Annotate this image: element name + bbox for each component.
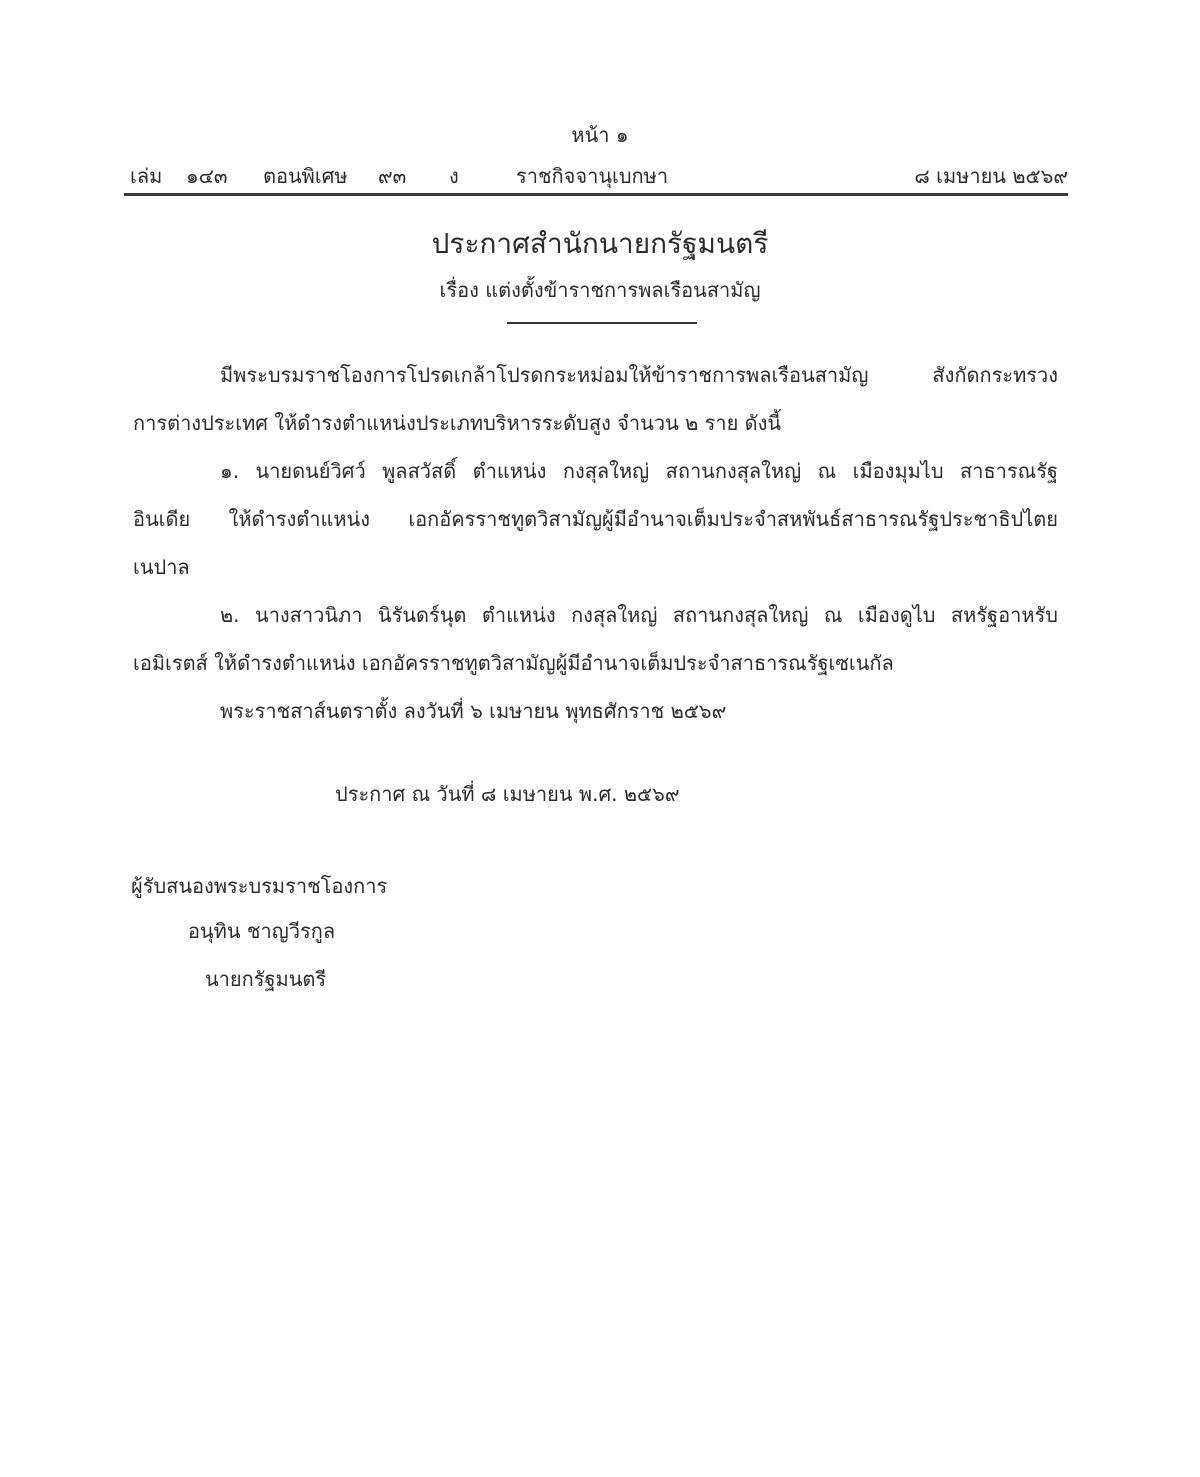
text-token: กงสุลใหญ่: [571, 603, 658, 627]
text-token: อินเดีย: [133, 507, 191, 531]
signer-name: อนุทิน ชาญวีรกูล: [188, 919, 336, 943]
text-token: ให้ดำรงตำแหน่ง: [228, 507, 370, 531]
text-token: เอกอัครราชทูตวิสามัญผู้มีอำนาจเต็มประจำสหพันธ์สาธารณรัฐประชาธิปไตย: [408, 507, 1058, 531]
volume-label: เล่ม: [130, 164, 163, 188]
item-number: ๒.: [220, 603, 240, 627]
document-title: ประกาศสำนักนายกรัฐมนตรี: [431, 227, 769, 260]
text-token: กงสุลใหญ่: [562, 459, 650, 483]
item-number: ๑.: [220, 459, 240, 483]
intro-paragraph: [133, 351, 1058, 447]
text-token: สหรัฐอาหรับ: [950, 603, 1058, 627]
gazette-name: ราชกิจจานุเบกษา: [516, 164, 669, 188]
text-token: เมืองดูไบ: [857, 603, 936, 627]
header-divider: [124, 193, 1068, 196]
section-number: ๙๓: [378, 164, 407, 188]
appointment-1-line-2: [133, 495, 1058, 543]
page-number: หน้า ๑: [571, 123, 629, 147]
intro-line-2: การต่างประเทศ ให้ดำรงตำแหน่งประเภทบริหารระดับสูง จำนวน ๒ ราย ดังนี้: [133, 411, 782, 435]
appointment-1-line-1: [133, 447, 1058, 495]
appointee-surname: พูลสวัสดิ์: [382, 459, 457, 483]
text-token: สาธารณรัฐ: [960, 459, 1058, 483]
text-token: ตำแหน่ง: [481, 603, 556, 627]
appointment-2-line-1: [133, 591, 1058, 639]
gazette-date: ๘ เมษายน ๒๕๖๙: [914, 164, 1068, 188]
text-token: ณ: [823, 603, 843, 627]
text-token: ตำแหน่ง: [472, 459, 547, 483]
title-divider: [507, 322, 697, 324]
royal-seal-paragraph: [133, 687, 1058, 735]
text-token: สถานกงสุลใหญ่: [665, 459, 802, 483]
text-token: สถานกงสุลใหญ่: [672, 603, 809, 627]
signer-position: นายกรัฐมนตรี: [205, 967, 327, 991]
volume-number: ๑๔๓: [186, 164, 228, 188]
countersign-label: ผู้รับสนองพระบรมราชโองการ: [131, 874, 388, 898]
royal-seal-line: พระราชสาส์นตราตั้ง ลงวันที่ ๖ เมษายน พุทธศักราช ๒๕๖๙: [220, 699, 727, 723]
appointment-item-2: [133, 591, 1058, 687]
section-label: ตอนพิเศษ: [263, 164, 348, 188]
announcement-date: ประกาศ ณ วันที่ ๘ เมษายน พ.ศ. ๒๕๖๙: [335, 782, 680, 806]
appointee-surname: นิรันดร์นุต: [377, 603, 467, 627]
appointment-1-line-3: เนปาล: [133, 555, 190, 579]
text-token: ณ: [817, 459, 837, 483]
appointment-2-line-2: เอมิเรตส์ ให้ดำรงตำแหน่ง เอกอัครราชทูตวิสามัญผู้มีอำนาจเต็มประจำสาธารณรัฐเซเนกัล: [133, 651, 894, 675]
intro-line-1: [133, 351, 1058, 399]
intro-text: สังกัดกระทรวง: [932, 363, 1058, 387]
intro-text: มีพระบรมราชโองการโปรดเกล้าโปรดกระหม่อมให้ข้าราชการพลเรือนสามัญ: [220, 363, 869, 387]
appointment-item-1: [133, 447, 1058, 591]
document-subject: เรื่อง แต่งตั้งข้าราชการพลเรือนสามัญ: [439, 278, 761, 302]
appointee-name: นางสาวนิภา: [255, 603, 363, 627]
section-letter: ง: [449, 164, 459, 188]
text-token: เมืองมุมไบ: [852, 459, 944, 483]
appointee-name: นายดนย์วิศว์: [255, 459, 366, 483]
